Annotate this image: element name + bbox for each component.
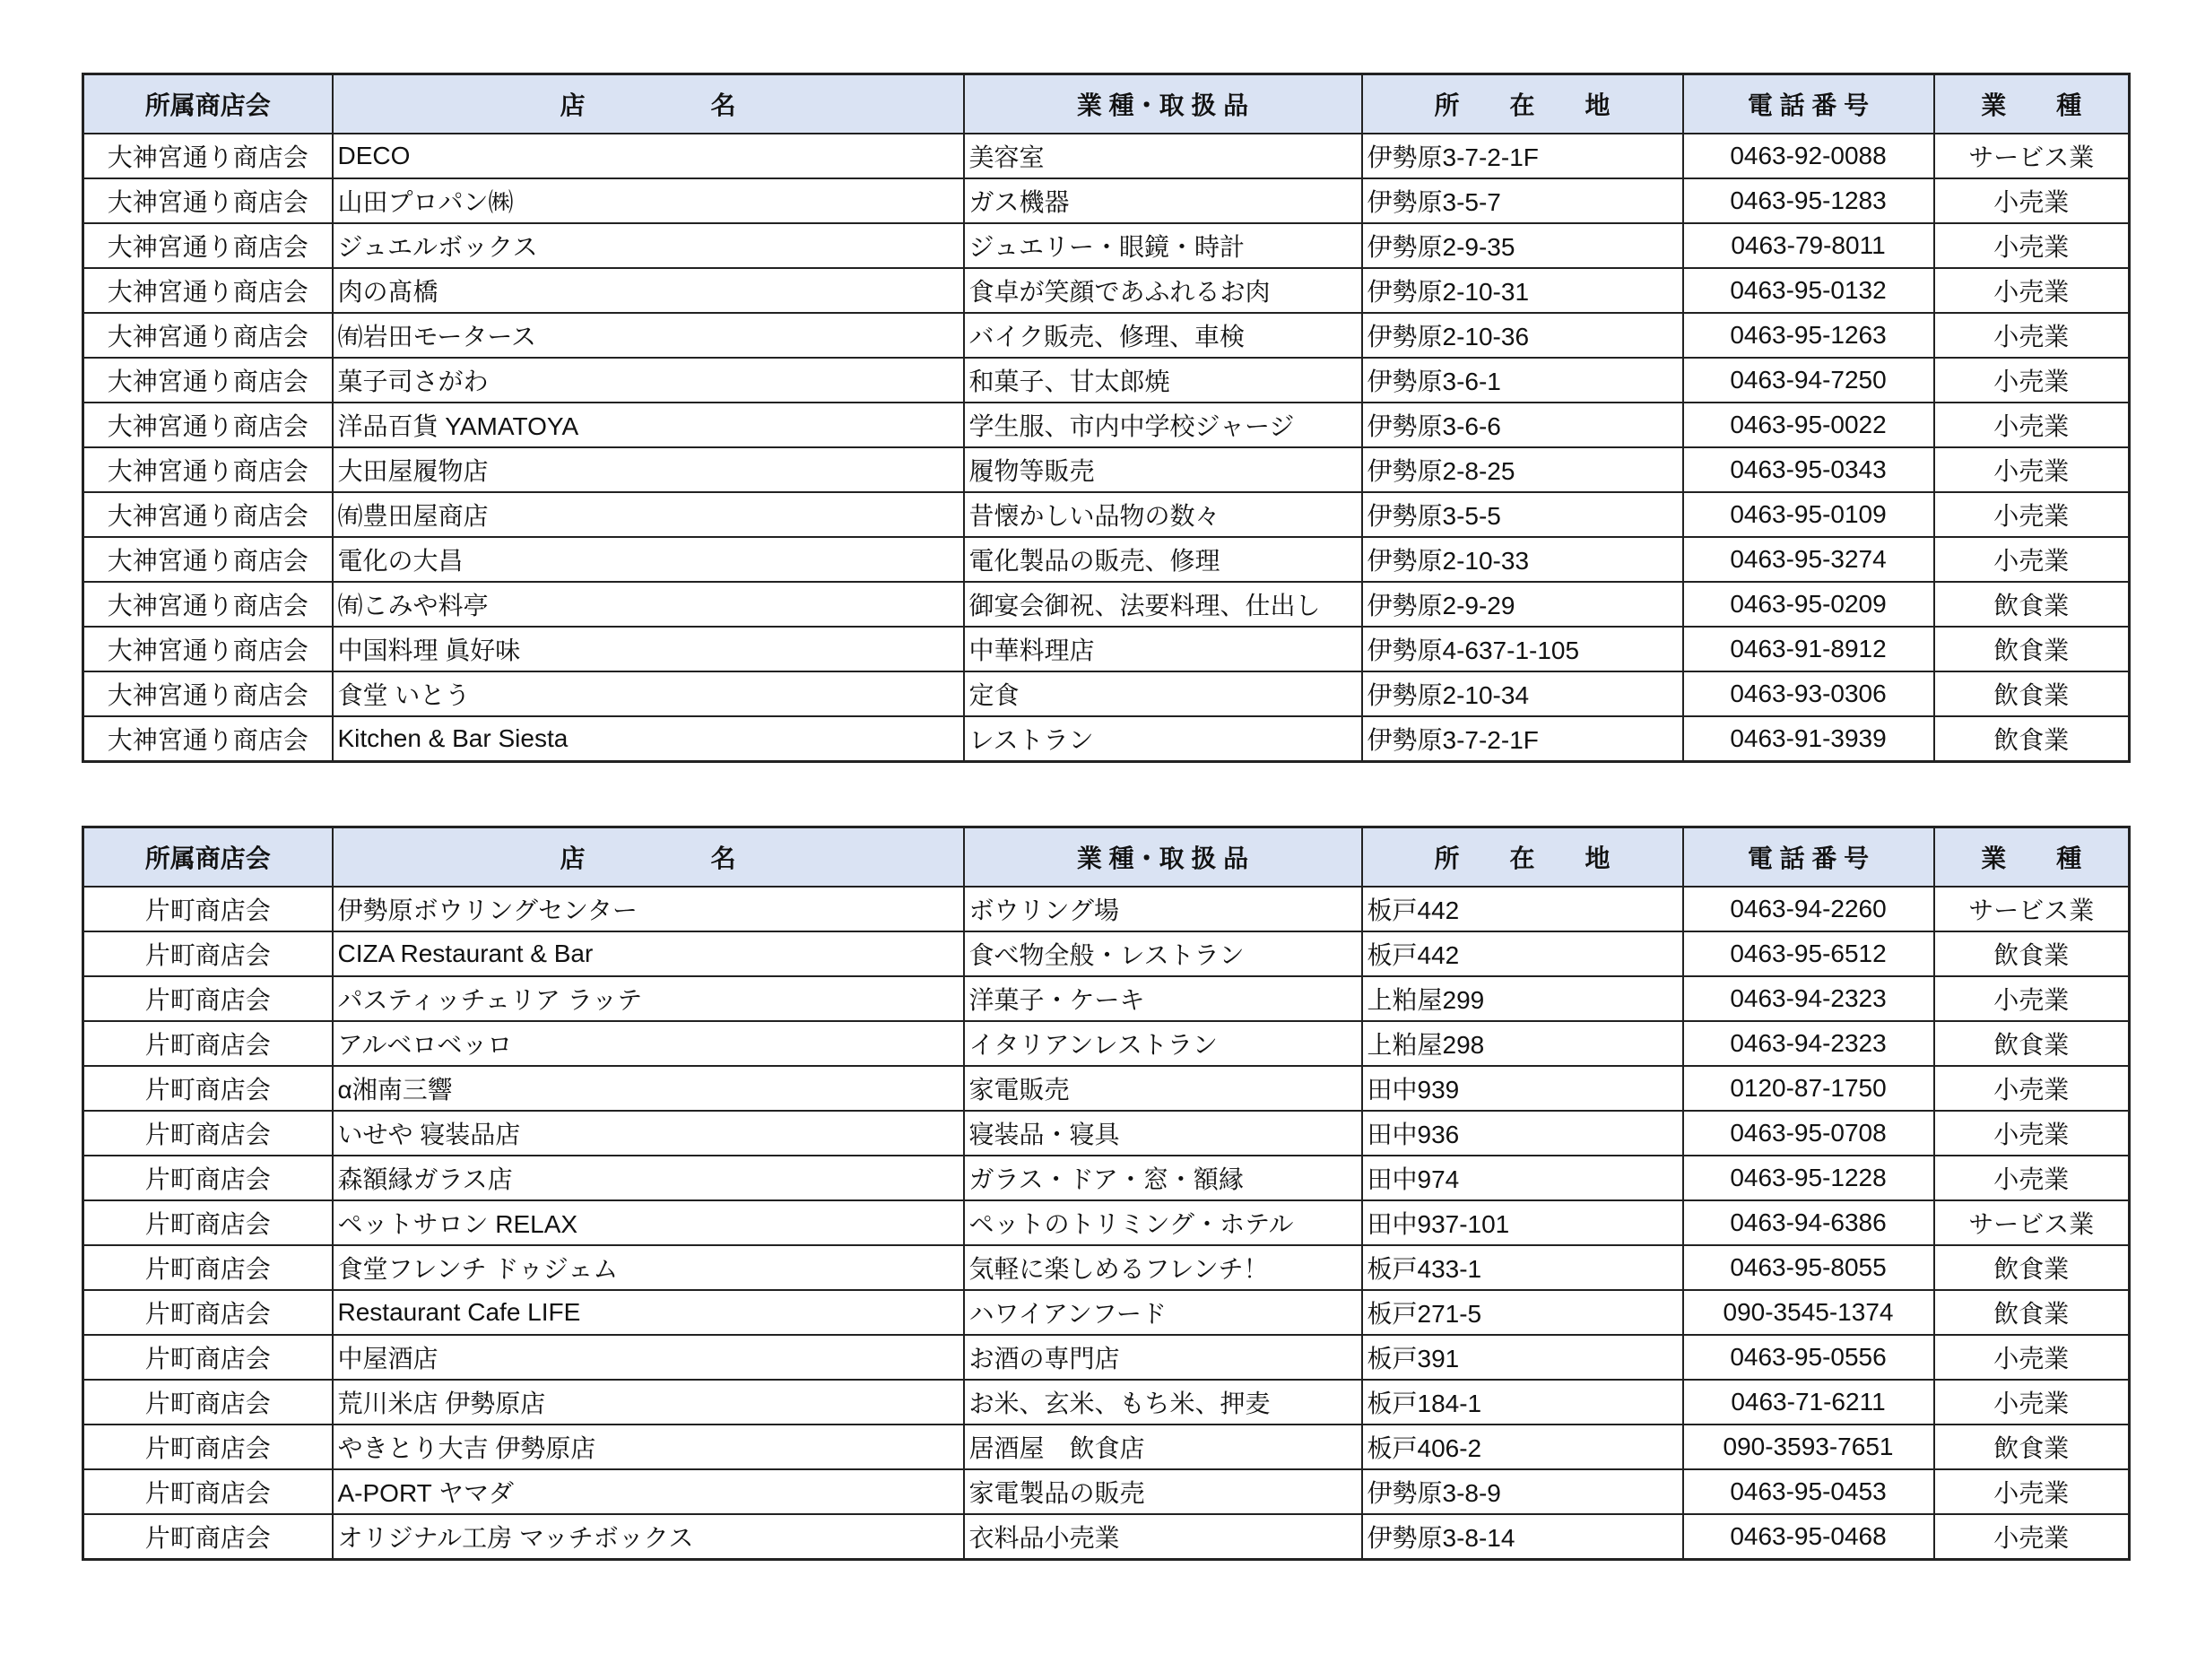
cell-shop-name: A-PORT ヤマダ xyxy=(333,1469,964,1514)
cell-address: 伊勢原3-6-1 xyxy=(1362,358,1683,403)
cell-shop-name: Restaurant Cafe LIFE xyxy=(333,1290,964,1335)
cell-association: 片町商店会 xyxy=(83,1200,333,1245)
cell-shop-name: 電化の大昌 xyxy=(333,537,964,582)
table-row xyxy=(83,887,2130,931)
cell-business-items: バイク販売、修理、車検 xyxy=(964,313,1362,358)
cell-association: 大神宮通り商店会 xyxy=(83,268,333,313)
table-row xyxy=(83,976,2130,1021)
cell-shop-name: 菓子司さがわ xyxy=(333,358,964,403)
cell-business-items: 居酒屋 飲食店 xyxy=(964,1425,1362,1469)
table-row xyxy=(83,358,2130,403)
cell-category: サービス業 xyxy=(1934,887,2130,931)
table-row xyxy=(83,1066,2130,1111)
cell-association: 大神宮通り商店会 xyxy=(83,313,333,358)
cell-address: 田中974 xyxy=(1362,1156,1683,1200)
cell-association: 大神宮通り商店会 xyxy=(83,671,333,716)
cell-shop-name: Kitchen & Bar Siesta xyxy=(333,716,964,762)
cell-shop-name: CIZA Restaurant & Bar xyxy=(333,931,964,976)
cell-business-items: ペットのトリミング・ホテル xyxy=(964,1200,1362,1245)
cell-category: サービス業 xyxy=(1934,134,2130,178)
cell-phone: 0463-95-1263 xyxy=(1683,313,1934,358)
cell-association: 片町商店会 xyxy=(83,1380,333,1425)
table-body xyxy=(83,134,2130,762)
cell-association: 片町商店会 xyxy=(83,1156,333,1200)
header-shop-name: 店 名 xyxy=(333,827,964,888)
cell-phone: 0463-95-0132 xyxy=(1683,268,1934,313)
cell-association: 大神宮通り商店会 xyxy=(83,223,333,268)
cell-category: 飲食業 xyxy=(1934,671,2130,716)
header-category: 業 種 xyxy=(1934,827,2130,888)
cell-address: 伊勢原3-7-2-1F xyxy=(1362,134,1683,178)
table-row xyxy=(83,716,2130,762)
cell-address: 伊勢原3-7-2-1F xyxy=(1362,716,1683,762)
cell-category: 小売業 xyxy=(1934,1335,2130,1380)
header-business-items: 業 種・取 扱 品 xyxy=(964,74,1362,134)
cell-phone: 090-3545-1374 xyxy=(1683,1290,1934,1335)
header-category: 業 種 xyxy=(1934,74,2130,134)
cell-category: サービス業 xyxy=(1934,1200,2130,1245)
cell-phone: 0463-95-0209 xyxy=(1683,582,1934,627)
table-row xyxy=(83,1514,2130,1560)
cell-shop-name: パスティッチェリア ラッテ xyxy=(333,976,964,1021)
cell-address: 伊勢原3-8-14 xyxy=(1362,1514,1683,1560)
cell-category: 飲食業 xyxy=(1934,582,2130,627)
cell-shop-name: 山田プロパン㈱ xyxy=(333,178,964,223)
cell-category: 小売業 xyxy=(1934,492,2130,537)
cell-category: 飲食業 xyxy=(1934,627,2130,671)
cell-association: 片町商店会 xyxy=(83,1111,333,1156)
cell-phone: 0463-95-0556 xyxy=(1683,1335,1934,1380)
cell-association: 大神宮通り商店会 xyxy=(83,582,333,627)
cell-address: 伊勢原3-8-9 xyxy=(1362,1469,1683,1514)
cell-shop-name: α湘南三響 xyxy=(333,1066,964,1111)
table-row xyxy=(83,403,2130,447)
cell-category: 小売業 xyxy=(1934,1066,2130,1111)
cell-phone: 0463-94-2260 xyxy=(1683,887,1934,931)
header-row xyxy=(83,827,2130,888)
table-row xyxy=(83,1335,2130,1380)
cell-shop-name: ペットサロン RELAX xyxy=(333,1200,964,1245)
cell-business-items: ボウリング場 xyxy=(964,887,1362,931)
cell-address: 板戸184-1 xyxy=(1362,1380,1683,1425)
cell-shop-name: 森額縁ガラス店 xyxy=(333,1156,964,1200)
cell-address: 伊勢原2-9-35 xyxy=(1362,223,1683,268)
cell-category: 小売業 xyxy=(1934,223,2130,268)
cell-phone: 0463-92-0088 xyxy=(1683,134,1934,178)
cell-address: 板戸442 xyxy=(1362,887,1683,931)
cell-phone: 0463-95-0708 xyxy=(1683,1111,1934,1156)
cell-business-items: 学生服、市内中学校ジャージ xyxy=(964,403,1362,447)
cell-association: 大神宮通り商店会 xyxy=(83,403,333,447)
cell-association: 大神宮通り商店会 xyxy=(83,178,333,223)
cell-association: 大神宮通り商店会 xyxy=(83,134,333,178)
cell-shop-name: 中屋酒店 xyxy=(333,1335,964,1380)
header-row xyxy=(83,74,2130,134)
cell-phone: 0463-94-7250 xyxy=(1683,358,1934,403)
table-row xyxy=(83,627,2130,671)
cell-phone: 0463-91-3939 xyxy=(1683,716,1934,762)
cell-category: 飲食業 xyxy=(1934,1290,2130,1335)
table-row xyxy=(83,223,2130,268)
cell-category: 小売業 xyxy=(1934,976,2130,1021)
table-row xyxy=(83,1021,2130,1066)
cell-business-items: 中華料理店 xyxy=(964,627,1362,671)
header-shop-name: 店 名 xyxy=(333,74,964,134)
cell-association: 片町商店会 xyxy=(83,1066,333,1111)
cell-phone: 0463-95-0468 xyxy=(1683,1514,1934,1560)
cell-address: 伊勢原2-10-34 xyxy=(1362,671,1683,716)
cell-phone: 0463-95-8055 xyxy=(1683,1245,1934,1290)
cell-phone: 0463-79-8011 xyxy=(1683,223,1934,268)
cell-shop-name: 食堂フレンチ ドゥジェム xyxy=(333,1245,964,1290)
table-body xyxy=(83,887,2130,1560)
cell-shop-name: DECO xyxy=(333,134,964,178)
cell-association: 大神宮通り商店会 xyxy=(83,492,333,537)
cell-business-items: 和菓子、甘太郎焼 xyxy=(964,358,1362,403)
cell-phone: 0463-91-8912 xyxy=(1683,627,1934,671)
cell-business-items: 履物等販売 xyxy=(964,447,1362,492)
cell-business-items: 美容室 xyxy=(964,134,1362,178)
table-row xyxy=(83,582,2130,627)
cell-business-items: 食べ物全般・レストラン xyxy=(964,931,1362,976)
cell-business-items: ガラス・ドア・窓・額縁 xyxy=(964,1156,1362,1200)
header-business-items: 業 種・取 扱 品 xyxy=(964,827,1362,888)
table-row xyxy=(83,134,2130,178)
cell-business-items: 食卓が笑顔であふれるお肉 xyxy=(964,268,1362,313)
header-phone: 電 話 番 号 xyxy=(1683,74,1934,134)
shop-table-katamachi xyxy=(82,826,2131,1561)
cell-phone: 0463-94-2323 xyxy=(1683,976,1934,1021)
cell-association: 片町商店会 xyxy=(83,1290,333,1335)
cell-shop-name: ㈲こみや料亭 xyxy=(333,582,964,627)
cell-category: 飲食業 xyxy=(1934,931,2130,976)
cell-address: 板戸271-5 xyxy=(1362,1290,1683,1335)
cell-association: 大神宮通り商店会 xyxy=(83,627,333,671)
cell-category: 飲食業 xyxy=(1934,1021,2130,1066)
cell-association: 片町商店会 xyxy=(83,1021,333,1066)
table-row xyxy=(83,1245,2130,1290)
header-phone: 電 話 番 号 xyxy=(1683,827,1934,888)
table-row xyxy=(83,1290,2130,1335)
cell-phone: 0463-95-1228 xyxy=(1683,1156,1934,1200)
cell-business-items: 洋菓子・ケーキ xyxy=(964,976,1362,1021)
cell-association: 大神宮通り商店会 xyxy=(83,447,333,492)
cell-category: 飲食業 xyxy=(1934,1425,2130,1469)
cell-business-items: 電化製品の販売、修理 xyxy=(964,537,1362,582)
cell-shop-name: いせや 寝装品店 xyxy=(333,1111,964,1156)
header-address: 所 在 地 xyxy=(1362,74,1683,134)
table-row xyxy=(83,1156,2130,1200)
table-row xyxy=(83,537,2130,582)
table-row xyxy=(83,492,2130,537)
header-association: 所属商店会 xyxy=(83,74,333,134)
cell-phone: 0463-95-0453 xyxy=(1683,1469,1934,1514)
cell-shop-name: 洋品百貨 YAMATOYA xyxy=(333,403,964,447)
cell-shop-name: 肉の髙橋 xyxy=(333,268,964,313)
table-row xyxy=(83,313,2130,358)
cell-address: 伊勢原2-9-29 xyxy=(1362,582,1683,627)
table-row xyxy=(83,447,2130,492)
cell-phone: 0463-94-6386 xyxy=(1683,1200,1934,1245)
cell-phone: 0463-93-0306 xyxy=(1683,671,1934,716)
cell-address: 伊勢原2-10-31 xyxy=(1362,268,1683,313)
cell-business-items: 衣料品小売業 xyxy=(964,1514,1362,1560)
cell-address: 上粕屋299 xyxy=(1362,976,1683,1021)
cell-association: 片町商店会 xyxy=(83,1245,333,1290)
cell-business-items: 昔懐かしい品物の数々 xyxy=(964,492,1362,537)
cell-business-items: 定食 xyxy=(964,671,1362,716)
cell-shop-name: ジュエルボックス xyxy=(333,223,964,268)
cell-association: 片町商店会 xyxy=(83,1425,333,1469)
cell-address: 板戸391 xyxy=(1362,1335,1683,1380)
cell-association: 片町商店会 xyxy=(83,1514,333,1560)
cell-business-items: イタリアンレストラン xyxy=(964,1021,1362,1066)
cell-category: 飲食業 xyxy=(1934,716,2130,762)
cell-shop-name: やきとり大吉 伊勢原店 xyxy=(333,1425,964,1469)
cell-phone: 0463-95-0109 xyxy=(1683,492,1934,537)
table-row xyxy=(83,671,2130,716)
cell-association: 片町商店会 xyxy=(83,1335,333,1380)
cell-category: 飲食業 xyxy=(1934,1245,2130,1290)
cell-association: 片町商店会 xyxy=(83,931,333,976)
cell-business-items: ハワイアンフード xyxy=(964,1290,1362,1335)
cell-address: 伊勢原2-8-25 xyxy=(1362,447,1683,492)
cell-address: 伊勢原3-6-6 xyxy=(1362,403,1683,447)
cell-category: 小売業 xyxy=(1934,358,2130,403)
table-row xyxy=(83,1380,2130,1425)
cell-address: 田中937-101 xyxy=(1362,1200,1683,1245)
cell-category: 小売業 xyxy=(1934,1514,2130,1560)
cell-business-items: ジュエリー・眼鏡・時計 xyxy=(964,223,1362,268)
shop-table-daijingu xyxy=(82,73,2131,763)
cell-shop-name: アルベロベッロ xyxy=(333,1021,964,1066)
cell-business-items: 家電製品の販売 xyxy=(964,1469,1362,1514)
cell-association: 片町商店会 xyxy=(83,1469,333,1514)
cell-address: 伊勢原3-5-5 xyxy=(1362,492,1683,537)
cell-category: 小売業 xyxy=(1934,537,2130,582)
cell-phone: 0463-95-1283 xyxy=(1683,178,1934,223)
cell-business-items: 御宴会御祝、法要料理、仕出し xyxy=(964,582,1362,627)
cell-phone: 0120-87-1750 xyxy=(1683,1066,1934,1111)
cell-association: 大神宮通り商店会 xyxy=(83,716,333,762)
cell-business-items: 家電販売 xyxy=(964,1066,1362,1111)
cell-business-items: 気軽に楽しめるフレンチ！ xyxy=(964,1245,1362,1290)
cell-address: 上粕屋298 xyxy=(1362,1021,1683,1066)
cell-association: 片町商店会 xyxy=(83,887,333,931)
cell-shop-name: 食堂 いとう xyxy=(333,671,964,716)
cell-phone: 0463-94-2323 xyxy=(1683,1021,1934,1066)
table-row xyxy=(83,1425,2130,1469)
cell-phone: 0463-95-3274 xyxy=(1683,537,1934,582)
cell-phone: 0463-95-6512 xyxy=(1683,931,1934,976)
cell-business-items: ガス機器 xyxy=(964,178,1362,223)
table-row xyxy=(83,1111,2130,1156)
cell-shop-name: 伊勢原ボウリングセンター xyxy=(333,887,964,931)
table-row xyxy=(83,178,2130,223)
cell-address: 田中939 xyxy=(1362,1066,1683,1111)
table-row xyxy=(83,1469,2130,1514)
cell-association: 大神宮通り商店会 xyxy=(83,537,333,582)
cell-shop-name: ㈲豊田屋商店 xyxy=(333,492,964,537)
cell-shop-name: 荒川米店 伊勢原店 xyxy=(333,1380,964,1425)
cell-address: 伊勢原2-10-33 xyxy=(1362,537,1683,582)
header-address: 所 在 地 xyxy=(1362,827,1683,888)
cell-address: 板戸433-1 xyxy=(1362,1245,1683,1290)
cell-address: 板戸442 xyxy=(1362,931,1683,976)
cell-business-items: お米、玄米、もち米、押麦 xyxy=(964,1380,1362,1425)
cell-shop-name: ㈲岩田モータース xyxy=(333,313,964,358)
cell-category: 小売業 xyxy=(1934,447,2130,492)
cell-business-items: レストラン xyxy=(964,716,1362,762)
table-row xyxy=(83,931,2130,976)
cell-phone: 0463-71-6211 xyxy=(1683,1380,1934,1425)
cell-association: 片町商店会 xyxy=(83,976,333,1021)
cell-category: 小売業 xyxy=(1934,268,2130,313)
cell-category: 小売業 xyxy=(1934,403,2130,447)
cell-shop-name: 中国料理 眞好味 xyxy=(333,627,964,671)
cell-phone: 0463-95-0343 xyxy=(1683,447,1934,492)
cell-category: 小売業 xyxy=(1934,178,2130,223)
cell-address: 田中936 xyxy=(1362,1111,1683,1156)
cell-shop-name: オリジナル工房 マッチボックス xyxy=(333,1514,964,1560)
cell-association: 大神宮通り商店会 xyxy=(83,358,333,403)
cell-phone: 0463-95-0022 xyxy=(1683,403,1934,447)
cell-shop-name: 大田屋履物店 xyxy=(333,447,964,492)
cell-category: 小売業 xyxy=(1934,1380,2130,1425)
cell-business-items: お酒の専門店 xyxy=(964,1335,1362,1380)
cell-phone: 090-3593-7651 xyxy=(1683,1425,1934,1469)
cell-address: 伊勢原4-637-1-105 xyxy=(1362,627,1683,671)
cell-category: 小売業 xyxy=(1934,1469,2130,1514)
cell-address: 伊勢原3-5-7 xyxy=(1362,178,1683,223)
cell-address: 伊勢原2-10-36 xyxy=(1362,313,1683,358)
header-association: 所属商店会 xyxy=(83,827,333,888)
cell-category: 小売業 xyxy=(1934,1111,2130,1156)
cell-category: 小売業 xyxy=(1934,313,2130,358)
cell-business-items: 寝装品・寝具 xyxy=(964,1111,1362,1156)
cell-address: 板戸406-2 xyxy=(1362,1425,1683,1469)
table-row xyxy=(83,268,2130,313)
table-row xyxy=(83,1200,2130,1245)
cell-category: 小売業 xyxy=(1934,1156,2130,1200)
